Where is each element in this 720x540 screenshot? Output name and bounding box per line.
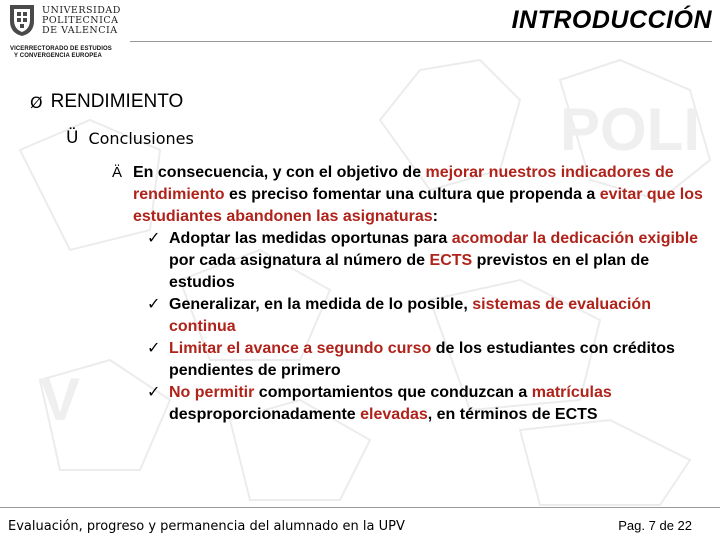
text-run: , en términos de ECTS <box>427 406 598 423</box>
highlight-text: Limitar el avance a segundo curso <box>169 340 432 357</box>
text-run: por cada asignatura al número de <box>169 252 430 269</box>
header-divider <box>130 41 712 42</box>
subsection-label: Conclusiones <box>88 128 194 148</box>
checkmark-icon: ✓ <box>147 340 161 357</box>
checkmark-icon: ✓ <box>147 230 161 247</box>
section-label: RENDIMIENTO <box>50 91 184 112</box>
logo-line-1: UNIVERSIDAD <box>42 5 121 16</box>
highlight-text: sistemas de evaluación continua <box>169 296 651 335</box>
text-run: En consecuencia, y con el objetivo de <box>133 164 426 181</box>
text-run: previstos en el plan de estudios <box>169 252 650 291</box>
text-run: Generalizar, en la medida de lo posible, <box>169 296 473 313</box>
checkmark-icon: ✓ <box>147 296 161 313</box>
university-crest-icon <box>8 3 36 37</box>
conclusion-paragraph <box>112 162 712 426</box>
highlight-text: No permitir <box>169 384 255 401</box>
highlight-text: evitar que los estudiantes abandonen las asignaturas <box>133 186 703 225</box>
svg-text:POLI: POLI <box>560 96 701 163</box>
measures-list <box>147 228 712 426</box>
pointer-bullet-icon: Ä <box>112 164 123 181</box>
footer-title: Evaluación, progreso y permanencia del alumnado en la UPV <box>8 519 405 534</box>
arrow-bullet-icon: Ø <box>30 92 43 112</box>
text-run: Adoptar las medidas oportunas para <box>169 230 452 247</box>
svg-text:V: V <box>40 366 81 433</box>
highlight-text: mejorar nuestros indicadores de rendimiento <box>133 164 674 203</box>
section-heading <box>30 91 183 113</box>
text-run: desproporcionadamente <box>169 406 361 423</box>
vicerrectorado-label <box>10 46 112 60</box>
subsection-heading <box>66 128 194 148</box>
logo-line-3: DE VALENCIA <box>42 25 118 36</box>
text-run: comportamientos que conduzcan a <box>254 384 532 401</box>
highlight-text: acomodar la dedicación exigible <box>451 230 699 247</box>
logo-sub-line-1: VICERRECTORADO DE ESTUDIOS <box>10 46 112 52</box>
highlight-text: matrículas <box>531 384 612 401</box>
list-item <box>147 228 712 294</box>
highlight-text: ECTS <box>429 252 473 269</box>
highlight-text: elevadas <box>360 406 428 423</box>
logo-line-2: POLITECNICA <box>42 15 119 26</box>
checkmark-icon: ✓ <box>147 384 161 401</box>
list-item <box>147 338 712 382</box>
logo-sub-line-2: Y CONVERGENCIA EUROPEA <box>14 53 102 59</box>
university-name <box>42 6 121 36</box>
text-run: : <box>432 208 438 225</box>
curved-arrow-bullet-icon: Ü <box>66 128 79 148</box>
paragraph-text <box>133 162 712 228</box>
university-logo <box>8 3 138 61</box>
text-run: de los estudiantes con créditos pendientes de primero <box>169 340 675 379</box>
page-number: Pag. 7 de 22 <box>618 518 692 533</box>
slide-title: INTRODUCCIÓN <box>511 6 712 34</box>
list-item <box>147 294 712 338</box>
footer-divider <box>0 507 720 508</box>
text-run: es preciso fomentar una cultura que propenda a <box>224 186 600 203</box>
list-item <box>147 382 712 426</box>
